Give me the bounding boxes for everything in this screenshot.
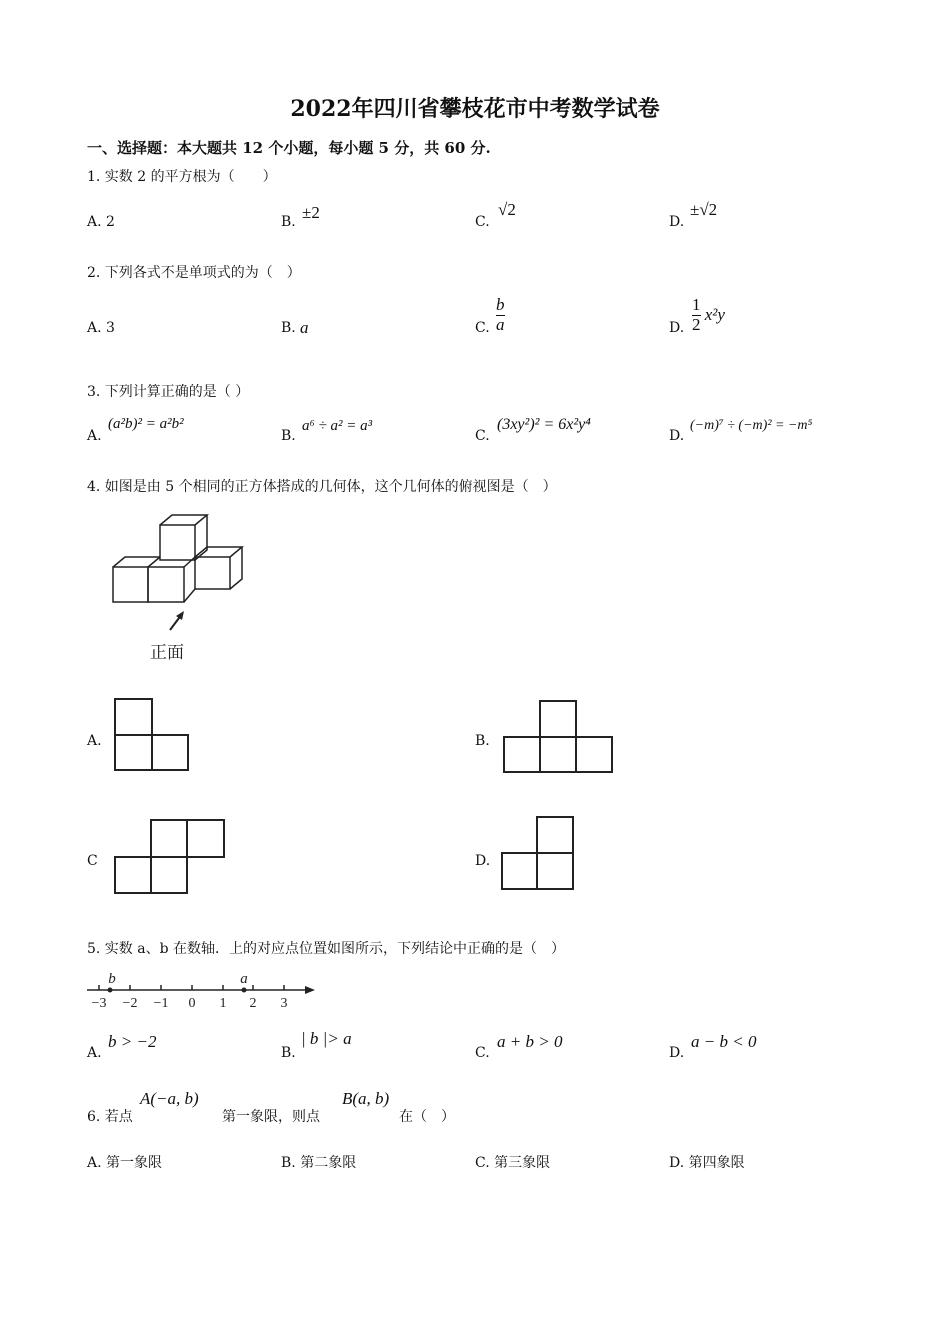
q5-option-b-math: | b |> a <box>301 1029 352 1048</box>
q6-option-d[interactable]: D. 第四象限 <box>669 1155 745 1171</box>
q4-option-a-figure <box>113 697 191 773</box>
q3-option-c[interactable]: C. <box>475 428 490 444</box>
q5-option-d[interactable]: D. <box>669 1045 685 1061</box>
q5-option-c-math: a + b > 0 <box>497 1032 563 1051</box>
q2-d-tail: x²y <box>704 305 725 325</box>
q1-option-b[interactable]: B. <box>281 214 296 230</box>
q3-option-c-math: (3xy²)² = 6x²y⁴ <box>497 416 591 433</box>
q6-point-b: B(a, b) <box>342 1089 390 1108</box>
q2-c-denominator: a <box>496 314 505 334</box>
q1-option-c-math: √2 <box>498 200 516 219</box>
q3-option-a[interactable]: A. <box>87 428 102 444</box>
q1-option-c[interactable]: C. <box>475 214 490 230</box>
q6-point-a: A(−a, b) <box>140 1089 199 1108</box>
q4-solid-figure <box>100 510 260 670</box>
front-label: 正面 <box>150 643 184 663</box>
q6-stem-prefix: 6. 若点 <box>87 1109 133 1125</box>
q1-option-a[interactable]: A. 2 <box>87 214 115 230</box>
q2-d-numerator: 1 <box>692 295 701 314</box>
q1-option-b-math: ±2 <box>302 203 320 222</box>
q5-option-a[interactable]: A. <box>87 1045 102 1061</box>
q6-option-a[interactable]: A. 第一象限 <box>87 1155 163 1171</box>
section-heading: 一、选择题：本大题共 12 个小题，每小题 5 分，共 60 分. <box>87 139 491 157</box>
q2-c-numerator: b <box>496 295 505 314</box>
q6-option-b[interactable]: B. 第二象限 <box>281 1155 357 1171</box>
q2-option-c[interactable]: C. <box>475 320 490 336</box>
q4-option-b[interactable]: B. <box>475 733 490 749</box>
q6-stem-suffix: 在（ ） <box>399 1109 455 1125</box>
q2-option-c-fraction <box>496 296 505 334</box>
tick-label: 3 <box>280 996 288 1011</box>
point-a-label: a <box>240 971 248 987</box>
q1-option-d[interactable]: D. <box>669 214 685 230</box>
q5-option-b[interactable]: B. <box>281 1045 296 1061</box>
q4-stem: 4. 如图是由 5 个相同的正方体搭成的几何体，这个几何体的俯视图是（ ） <box>87 479 557 495</box>
q4-option-d[interactable]: D. <box>475 853 491 869</box>
q3-stem: 3. 下列计算正确的是（ ） <box>87 384 250 400</box>
q1-option-d-math: ±√2 <box>690 200 718 219</box>
q1-stem: 1. 实数 2 的平方根为（ ） <box>87 169 277 185</box>
q3-option-b-math: a⁶ ÷ a² = a³ <box>302 418 373 434</box>
q2-option-a[interactable]: A. 3 <box>87 320 115 336</box>
q5-option-a-math: b > −2 <box>108 1032 157 1051</box>
page-title: 2022年四川省攀枝花市中考数学试卷 <box>290 96 660 122</box>
q4-option-a[interactable]: A. <box>87 733 102 749</box>
q6-stem-middle: 第一象限，则点 <box>222 1109 320 1125</box>
q3-option-b[interactable]: B. <box>281 428 296 444</box>
tick-label: 0 <box>188 996 196 1011</box>
tick-label: −1 <box>153 996 169 1011</box>
q4-option-c[interactable]: C <box>87 853 98 869</box>
q3-option-a-math: (a²b)² = a²b² <box>108 416 184 432</box>
q4-option-c-figure <box>113 818 227 896</box>
tick-label: −3 <box>91 996 107 1011</box>
q2-option-d[interactable]: D. <box>669 320 685 336</box>
q4-option-d-figure <box>500 815 578 893</box>
q2-option-d-math <box>692 296 725 334</box>
q2-option-b-math: a <box>300 318 309 337</box>
q3-option-d-math: (−m)⁷ ÷ (−m)² = −m⁵ <box>690 418 813 433</box>
q2-stem: 2. 下列各式不是单项式的为（ ） <box>87 265 301 281</box>
q5-number-line <box>85 966 325 1012</box>
tick-label: −2 <box>122 996 138 1011</box>
q5-option-d-math: a − b < 0 <box>691 1032 757 1051</box>
q6-option-c[interactable]: C. 第三象限 <box>475 1155 551 1171</box>
q5-option-c[interactable]: C. <box>475 1045 490 1061</box>
q2-option-b[interactable]: B. <box>281 320 296 336</box>
q5-stem: 5. 实数 a、b 在数轴．上的对应点位置如图所示，下列结论中正确的是（ ） <box>87 941 566 957</box>
tick-label: 1 <box>219 996 227 1011</box>
q2-d-denominator: 2 <box>692 314 701 334</box>
q3-option-d[interactable]: D. <box>669 428 685 444</box>
point-b-label: b <box>108 971 116 987</box>
q4-option-b-figure <box>502 699 614 775</box>
tick-label: 2 <box>249 996 257 1011</box>
